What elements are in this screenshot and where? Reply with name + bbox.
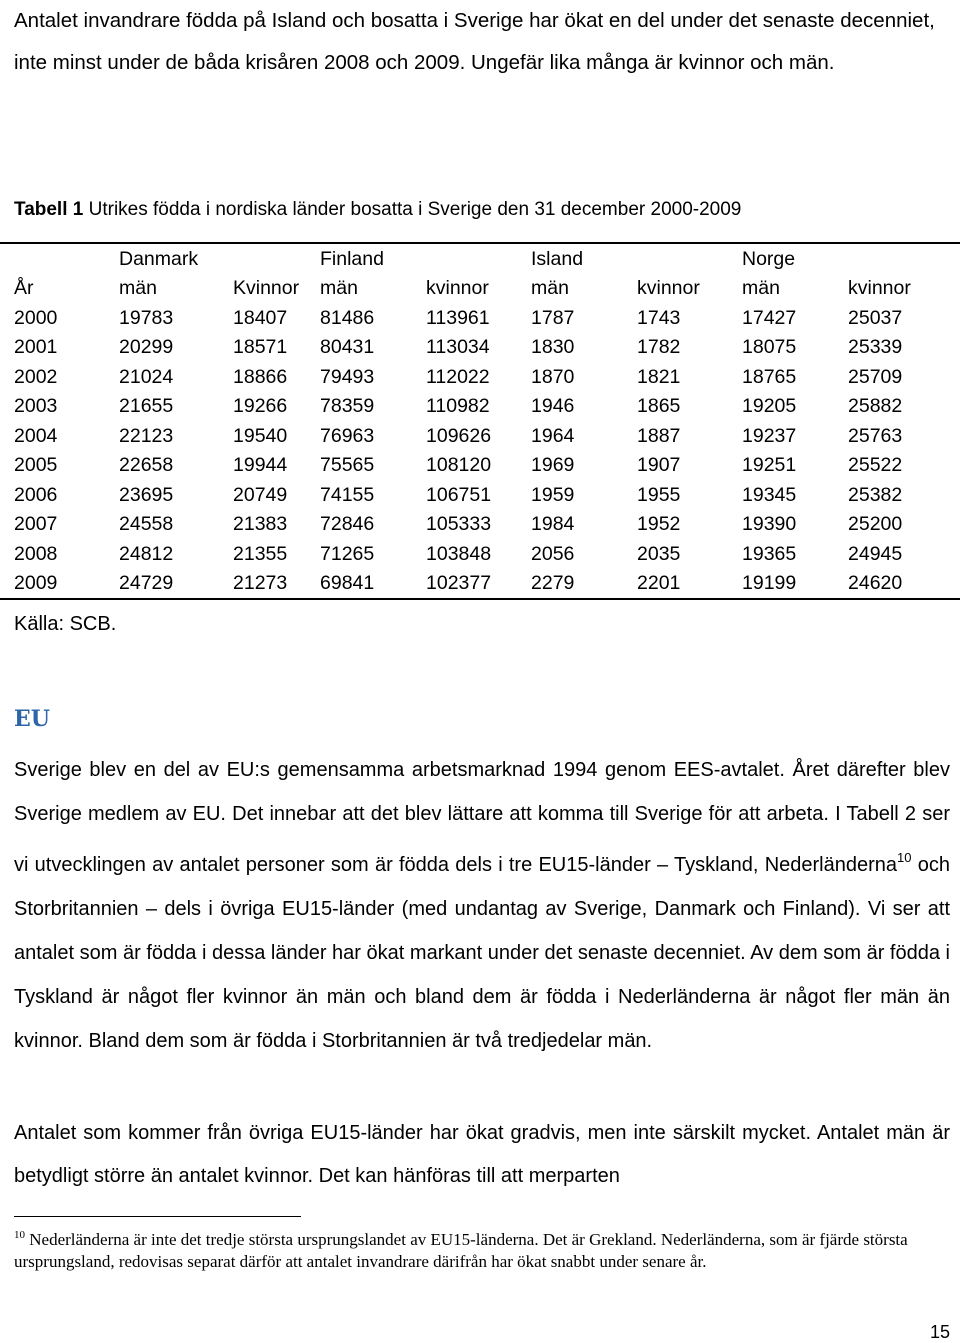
year-cell: 2000 (14, 306, 58, 329)
table-row (0, 481, 960, 511)
table-cell: 1870 (531, 365, 575, 388)
table-cell: 20749 (233, 483, 288, 506)
table-cell: 75565 (320, 454, 375, 477)
table-cell: 113961 (426, 306, 490, 329)
footnote-separator (14, 1216, 301, 1217)
table-cell: 20299 (119, 336, 174, 359)
table-cell: 17427 (742, 306, 797, 329)
table-cell: 22658 (119, 454, 174, 477)
table-row (0, 333, 960, 363)
year-cell: 2006 (14, 483, 58, 506)
table-row (0, 304, 960, 334)
table-cell: 78359 (320, 395, 375, 418)
table-cell: 24812 (119, 542, 174, 565)
sub-header: kvinnor (848, 277, 911, 300)
table-cell: 71265 (320, 542, 375, 565)
footnote-text: Nederländerna är inte det tredje största ursprungslandet av EU15-länderna. Det är Grekland. Nederländerna, som är fjärde största ursprungsland, redovisas separat därför att antalet invandrare därifrån har ökat snabbt under senare år. (14, 1230, 908, 1271)
table-cell: 25763 (848, 424, 903, 447)
table-cell: 19205 (742, 395, 797, 418)
table-cell: 18765 (742, 365, 797, 388)
table-cell: 102377 (426, 569, 531, 599)
table-cell: 80431 (320, 336, 375, 359)
country-header-finland: Finland (320, 243, 426, 274)
table-cell: 25882 (848, 395, 903, 418)
table-cell: 1787 (531, 306, 575, 329)
table-cell: 25382 (848, 483, 903, 506)
table-cell: 108120 (426, 454, 492, 477)
table-cell: 21355 (233, 542, 288, 565)
table-cell: 109626 (426, 424, 492, 447)
table-cell: 19365 (742, 542, 797, 565)
table-cell: 1821 (637, 365, 681, 388)
table-cell: 18407 (233, 306, 288, 329)
year-cell: 2008 (14, 542, 58, 565)
table-cell: 22123 (119, 424, 174, 447)
year-header: År (14, 277, 34, 300)
table-cell: 23695 (119, 483, 174, 506)
table-cell: 1830 (531, 336, 575, 359)
table-cell: 103848 (426, 542, 492, 565)
year-cell: 2004 (14, 424, 58, 447)
table-cell: 113034 (426, 336, 490, 359)
table-row (0, 363, 960, 393)
sub-header: män (320, 277, 358, 300)
table-cell: 2056 (531, 542, 575, 565)
table-cell: 19540 (233, 424, 288, 447)
table-cell: 72846 (320, 513, 375, 536)
table-cell: 1959 (531, 483, 575, 506)
table-cell: 18075 (742, 336, 797, 359)
sub-header: kvinnor (637, 277, 700, 300)
year-cell: 2005 (14, 454, 58, 477)
table-cell: 1782 (637, 336, 681, 359)
table-cell: 19199 (742, 569, 848, 599)
table-corner-cell (0, 243, 105, 274)
table-sub-header-row (0, 274, 960, 304)
eu-paragraph-1 (14, 748, 950, 1063)
table-cell: 1743 (637, 306, 681, 329)
table-cell: 1946 (531, 395, 575, 418)
year-cell: 2009 (0, 569, 105, 599)
table-cell: 19345 (742, 483, 797, 506)
table-cell: 110982 (426, 395, 490, 418)
table-cell: 1907 (637, 454, 681, 477)
table-cell: 18866 (233, 365, 288, 388)
table-cell: 25037 (848, 306, 903, 329)
table-cell: 1964 (531, 424, 575, 447)
table-country-header-row (0, 243, 960, 274)
intro-paragraph: Antalet invandrare födda på Island och bosatta i Sverige har ökat en del under det senaste decenniet, inte minst under de båda krisåren 2008 och 2009. Ungefär lika många är kvinnor och män. (14, 9, 935, 74)
table-cell: 25522 (848, 454, 903, 477)
sub-header: män (119, 277, 157, 300)
table-cell: 25200 (848, 513, 903, 536)
year-cell: 2001 (14, 336, 58, 359)
table-cell: 25709 (848, 365, 903, 388)
sub-header: Kvinnor (233, 277, 300, 300)
table-cell: 1984 (531, 513, 575, 536)
table-row (0, 540, 960, 570)
table-cell: 24945 (848, 542, 903, 565)
table-cell: 79493 (320, 365, 375, 388)
table-cell: 18571 (233, 336, 288, 359)
nordic-born-table (0, 242, 960, 600)
country-header-danmark: Danmark (105, 243, 215, 274)
paragraph-1-text-b: och Storbritannien – dels i övriga EU15-länder (med undantag av Sverige, Danmark och Finland). Vi ser att antalet som är födda i dessa länder har ökat markant under det senaste decenniet. Av dem som är födda i Tyskland är något fler kvinnor än män och bland dem är födda i Nederländerna är något fler män än kvinnor. Bland dem som är födda i Storbritannien är två tredjedelar män. (14, 854, 950, 1052)
table-title (14, 199, 741, 221)
year-cell: 2007 (14, 513, 58, 536)
table-row (0, 392, 960, 422)
eu-paragraph-2: Antalet som kommer från övriga EU15-länder har ökat gradvis, men inte särskilt mycket. Antalet män är betydligt större än antalet kvinnor. Det kan hänföras till att merparten (14, 1122, 950, 1187)
page-number: 15 (929, 1322, 950, 1342)
section-heading-eu: EU (14, 706, 50, 732)
country-header-norge: Norge (742, 243, 848, 274)
table-cell: 2035 (637, 542, 681, 565)
table-cell: 2201 (637, 569, 742, 599)
table-cell: 106751 (426, 483, 492, 506)
country-header-island: Island (531, 243, 637, 274)
table-cell: 112022 (426, 365, 490, 388)
table-cell: 19390 (742, 513, 797, 536)
table-cell: 21273 (215, 569, 320, 599)
table-cell: 1955 (637, 483, 681, 506)
table-cell: 19783 (119, 306, 174, 329)
table-source: Källa: SCB. (14, 613, 117, 635)
table-cell: 21383 (233, 513, 288, 536)
table-cell: 19251 (742, 454, 797, 477)
table-cell: 74155 (320, 483, 375, 506)
table-cell: 69841 (320, 569, 426, 599)
footnote-reference: 10 (897, 850, 912, 865)
footnote (14, 1224, 942, 1273)
sub-header: män (742, 277, 780, 300)
table-cell: 24729 (105, 569, 215, 599)
table-title-text: Utrikes födda i nordiska länder bosatta i Sverige den 31 december 2000-2009 (88, 199, 742, 220)
table-cell: 1952 (637, 513, 681, 536)
table-cell: 21024 (119, 365, 174, 388)
table-cell: 81486 (320, 306, 375, 329)
table-row (0, 422, 960, 452)
table-cell: 21655 (119, 395, 174, 418)
table-cell: 19944 (233, 454, 288, 477)
table-cell: 25339 (848, 336, 903, 359)
table-row (0, 510, 960, 540)
sub-header: kvinnor (426, 277, 489, 300)
table-cell: 105333 (426, 513, 492, 536)
table-cell: 76963 (320, 424, 375, 447)
table-cell: 2279 (531, 569, 637, 599)
table-title-label: Tabell 1 (14, 199, 84, 220)
year-cell: 2003 (14, 395, 58, 418)
table-cell: 24558 (119, 513, 174, 536)
table-row (0, 451, 960, 481)
table-cell: 19266 (233, 395, 288, 418)
table-cell: 24620 (848, 569, 960, 599)
paragraph-1-text-a: Sverige blev en del av EU:s gemensamma arbetsmarknad 1994 genom EES-avtalet. Året därefter blev Sverige medlem av EU. Det innebar att det blev lättare att komma till Sverige för att arbeta. I Tabell 2 ser vi utvecklingen av antalet personer som är födda dels i tre EU15-länder – Tyskland, Nederländerna (14, 759, 950, 876)
sub-header: män (531, 277, 569, 300)
table-cell: 1887 (637, 424, 681, 447)
table-cell: 1969 (531, 454, 575, 477)
table-cell: 19237 (742, 424, 797, 447)
year-cell: 2002 (14, 365, 58, 388)
table-body (0, 304, 960, 599)
footnote-number: 10 (14, 1229, 25, 1241)
table-row (0, 569, 960, 599)
table-cell: 1865 (637, 395, 681, 418)
